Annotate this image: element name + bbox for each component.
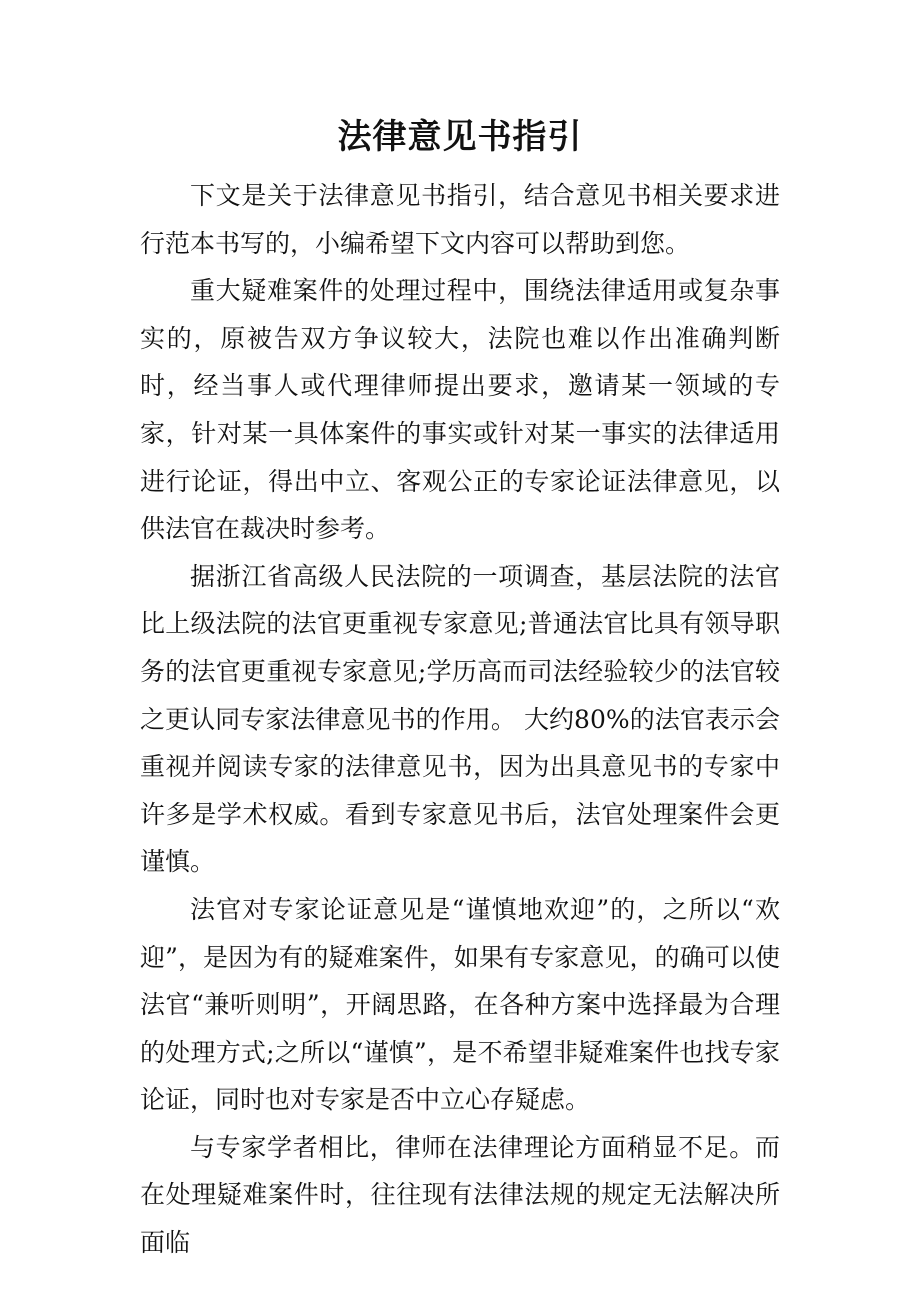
paragraph: 与专家学者相比，律师在法律理论方面稍显不足。而在处理疑难案件时，往往现有法律法规的规定无法解决所面临 (140, 1132, 780, 1258)
paragraph: 据浙江省高级人民法院的一项调查，基层法院的法官比上级法院的法官更重视专家意见;普通法官比具有领导职务的法官更重视专家意见;学历高而司法经验较少的法官较之更认同专家法律意见书的作用。 大约80%的法官表示会重视并阅读专家的法律意见书，因为出具意见书的专家中许多是学术权威。看到专家意见书后，法官处理案件会更谨慎。 (140, 561, 780, 877)
document-title: 法律意见书指引 (337, 117, 583, 157)
paragraph: 下文是关于法律意见书指引，结合意见书相关要求进行范本书写的，小编希望下文内容可以帮助到您。 (140, 181, 780, 258)
document-body (140, 172, 780, 1267)
paragraph: 法官对专家论证意见是“谨慎地欢迎”的，之所以“欢迎”，是因为有的疑难案件，如果有专家意见，的确可以使法官“兼听则明”，开阔思路，在各种方案中选择最为合理的处理方式;之所以“谨慎”，是不希望非疑难案件也找专家论证，同时也对专家是否中立心存疑虑。 (140, 894, 780, 1115)
paragraph: 重大疑难案件的处理过程中，围绕法律适用或复杂事实的，原被告双方争议较大，法院也难以作出准确判断时，经当事人或代理律师提出要求，邀请某一领域的专家，针对某一具体案件的事实或针对某一事实的法律适用进行论证，得出中立、客观公正的专家论证法律意见，以供法官在裁决时参考。 (140, 276, 780, 544)
